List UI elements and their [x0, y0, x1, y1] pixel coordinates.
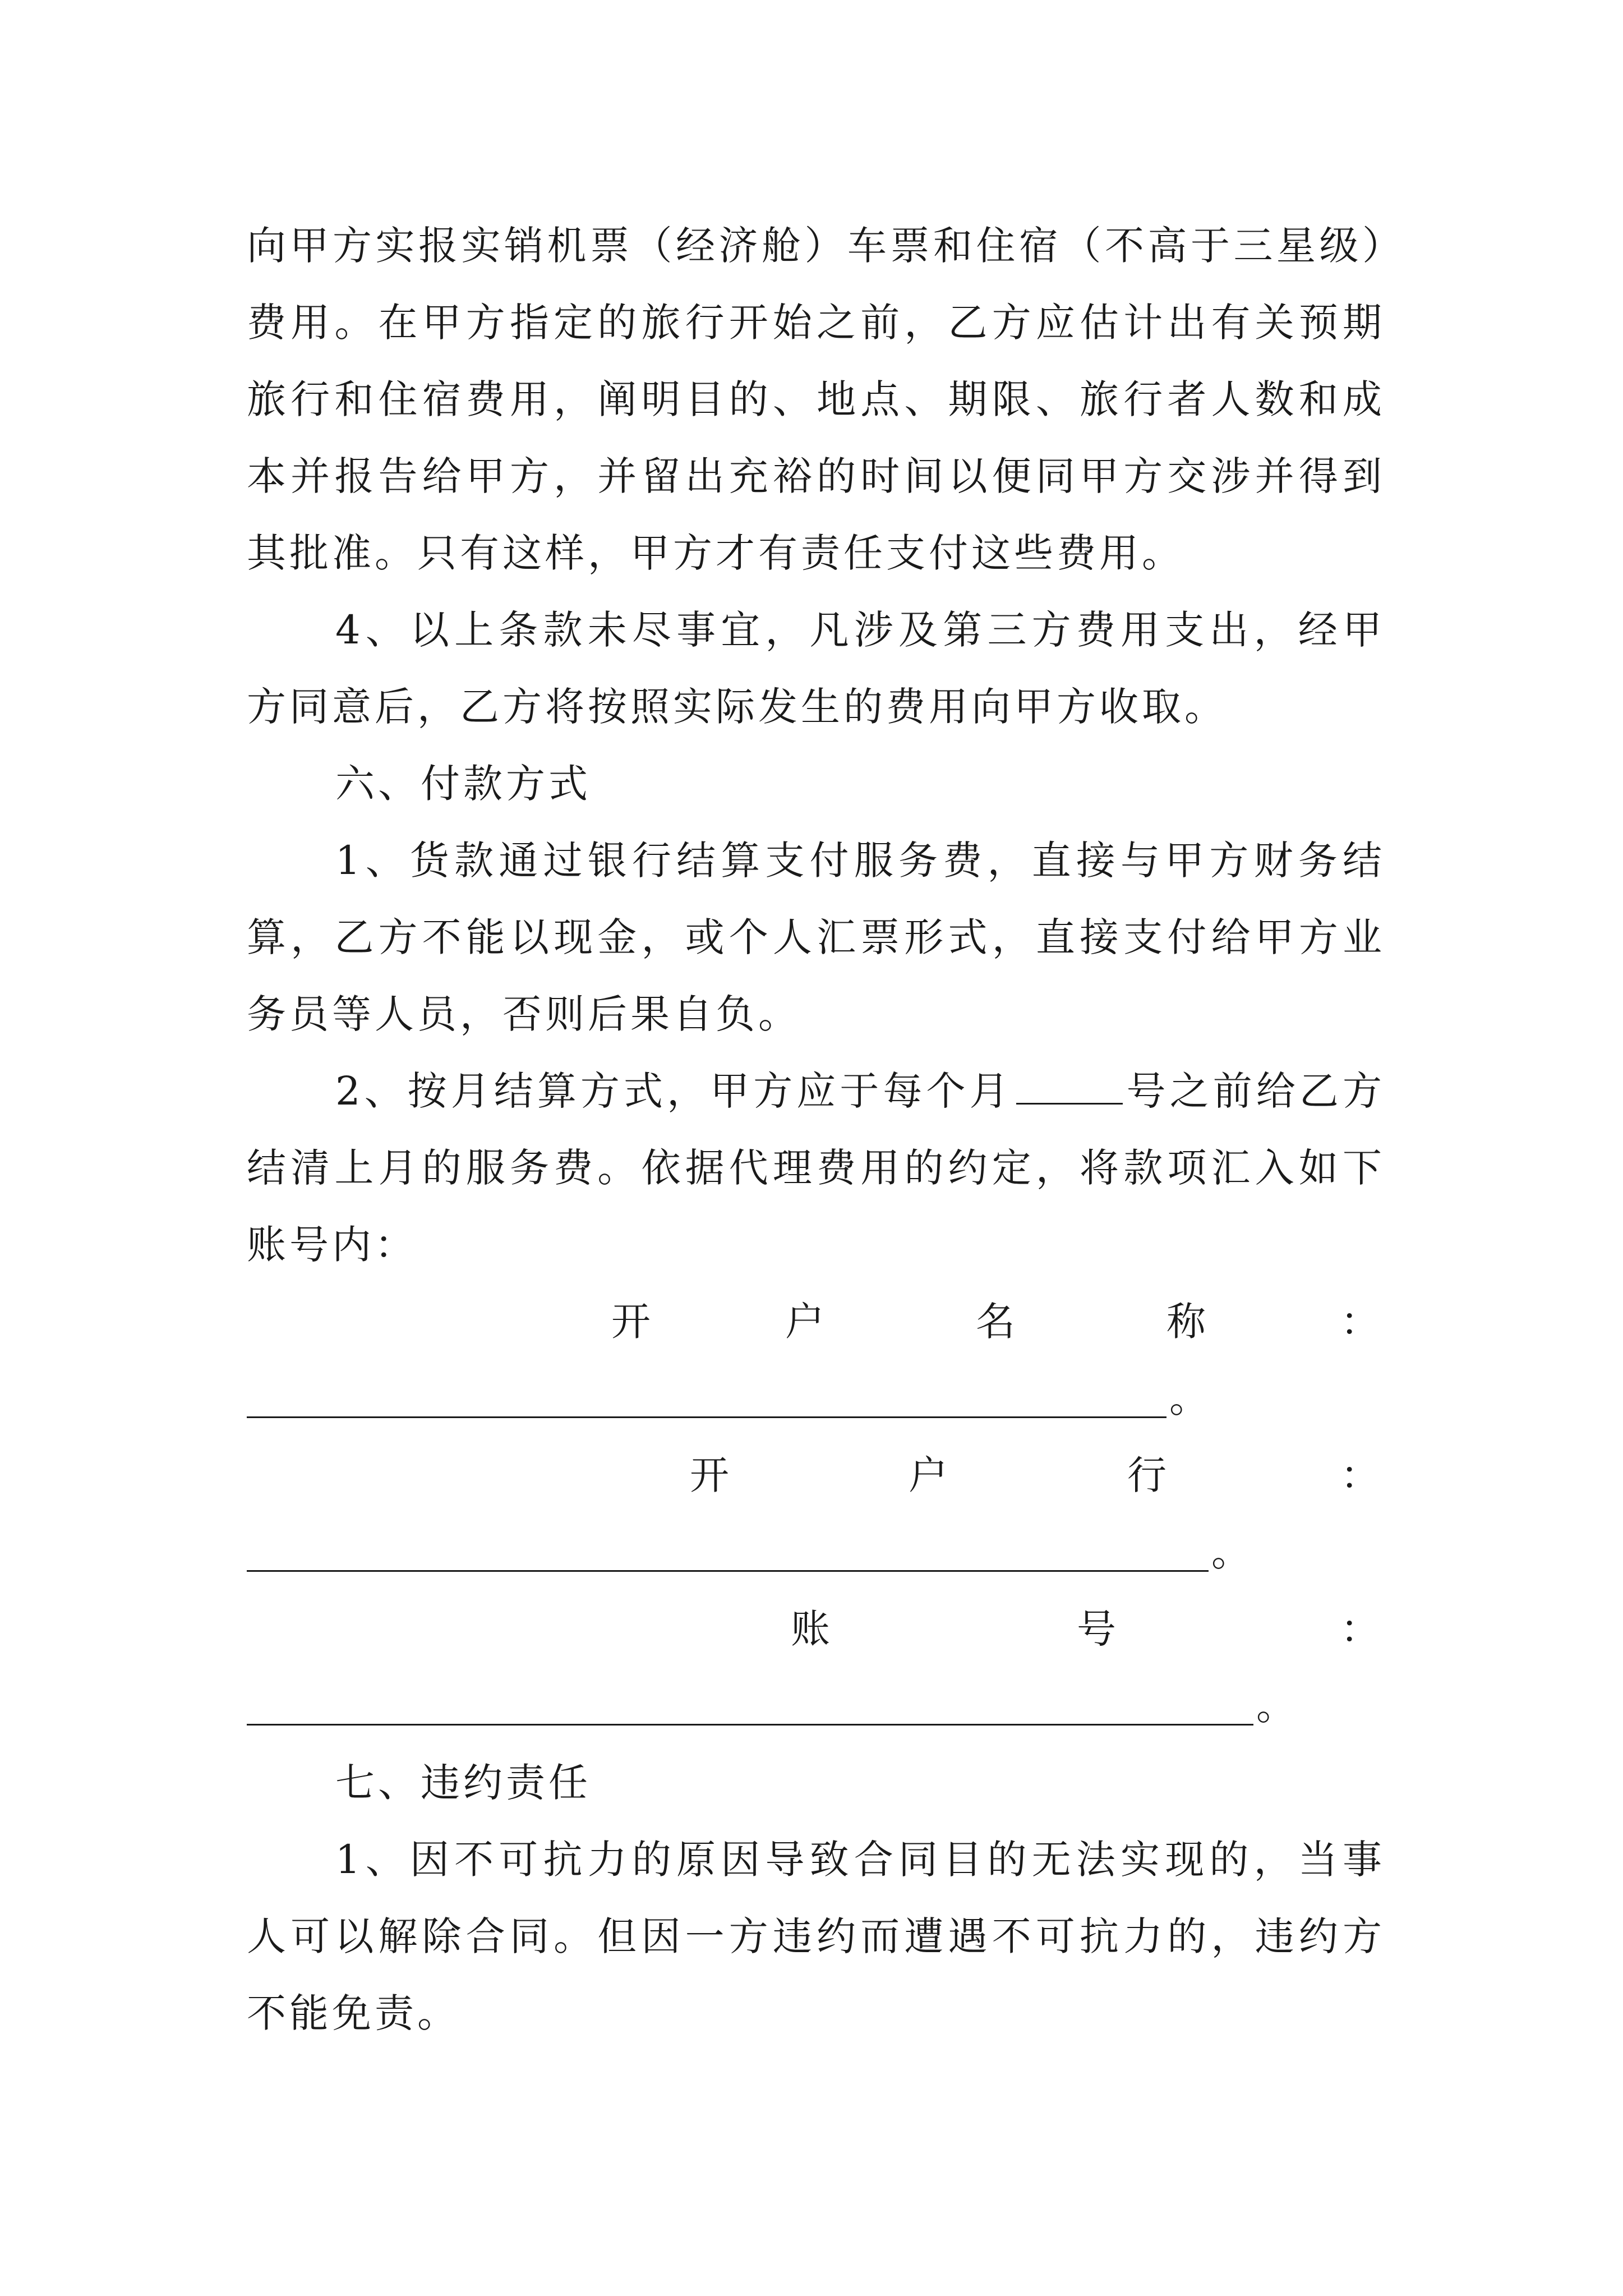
- account-number-fill-line: [247, 1668, 1385, 1745]
- bank-fill-line: [247, 1514, 1385, 1591]
- account-name-underline: [247, 1416, 1166, 1418]
- account-name-fill-line: [247, 1360, 1385, 1437]
- account-number-label: [247, 1591, 1385, 1668]
- bank-char: 开: [690, 1452, 732, 1498]
- payment-2-text-after: 号之前给乙方结清上月的服务费。依据代理费用的约定，将款项汇入如下账号内：: [247, 1068, 1385, 1268]
- account-name-char: 名: [976, 1299, 1018, 1345]
- payment-2-text-before: 2、按月结算方式，甲方应于每个月: [335, 1068, 1013, 1114]
- account-name-char: 开: [611, 1299, 654, 1345]
- bank-char: 户: [909, 1452, 951, 1498]
- bank-end-mark: 。: [1211, 1529, 1254, 1575]
- bank-char: 行: [1127, 1452, 1170, 1498]
- paragraph-clause-4: 4、以上条款未尽事宜，凡涉及第三方费用支出，经甲方同意后，乙方将按照实际发生的费用向甲方收取。: [247, 607, 1385, 730]
- section-heading-breach: 七、违约责任: [335, 1760, 591, 1806]
- account-name-colon: ：: [1340, 1299, 1383, 1345]
- account-number-colon: ：: [1340, 1606, 1383, 1652]
- bank-colon: ：: [1340, 1452, 1383, 1498]
- paragraph-payment-2: [247, 1053, 1385, 1283]
- account-number-char: 账: [791, 1606, 833, 1652]
- day-of-month-blank: [1016, 1064, 1123, 1105]
- paragraph-breach-1: 1、因不可抗力的原因导致合同目的无法实现的，当事人可以解除合同。但因一方违约而遭遇不可抗力的，违约方不能免责。: [247, 1837, 1385, 2036]
- account-number-end-mark: 。: [1256, 1683, 1299, 1729]
- account-name-char: 称: [1166, 1299, 1209, 1345]
- account-name-char: 户: [785, 1299, 828, 1345]
- account-number-char: 号: [1077, 1606, 1119, 1652]
- bank-label: [247, 1437, 1385, 1514]
- section-heading-payment-method: 六、付款方式: [335, 761, 591, 807]
- account-number-underline: [247, 1724, 1253, 1726]
- account-name-end-mark: 。: [1169, 1375, 1212, 1421]
- account-name-label: [247, 1283, 1385, 1360]
- bank-underline: [247, 1570, 1209, 1572]
- document-page: [247, 208, 1385, 2052]
- paragraph-payment-1: 1、货款通过银行结算支付服务费，直接与甲方财务结算，乙方不能以现金，或个人汇票形式，直接支付给甲方业务员等人员，否则后果自负。: [247, 838, 1385, 1037]
- paragraph-travel-expenses: 向甲方实报实销机票（经济舱）车票和住宿（不高于三星级）费用。在甲方指定的旅行开始之前，乙方应估计出有关预期旅行和住宿费用，阐明目的、地点、期限、旅行者人数和成本并报告给甲方，并留出充裕的时间以便同甲方交涉并得到其批准。只有这样，甲方才有责任支付这些费用。: [247, 223, 1385, 576]
